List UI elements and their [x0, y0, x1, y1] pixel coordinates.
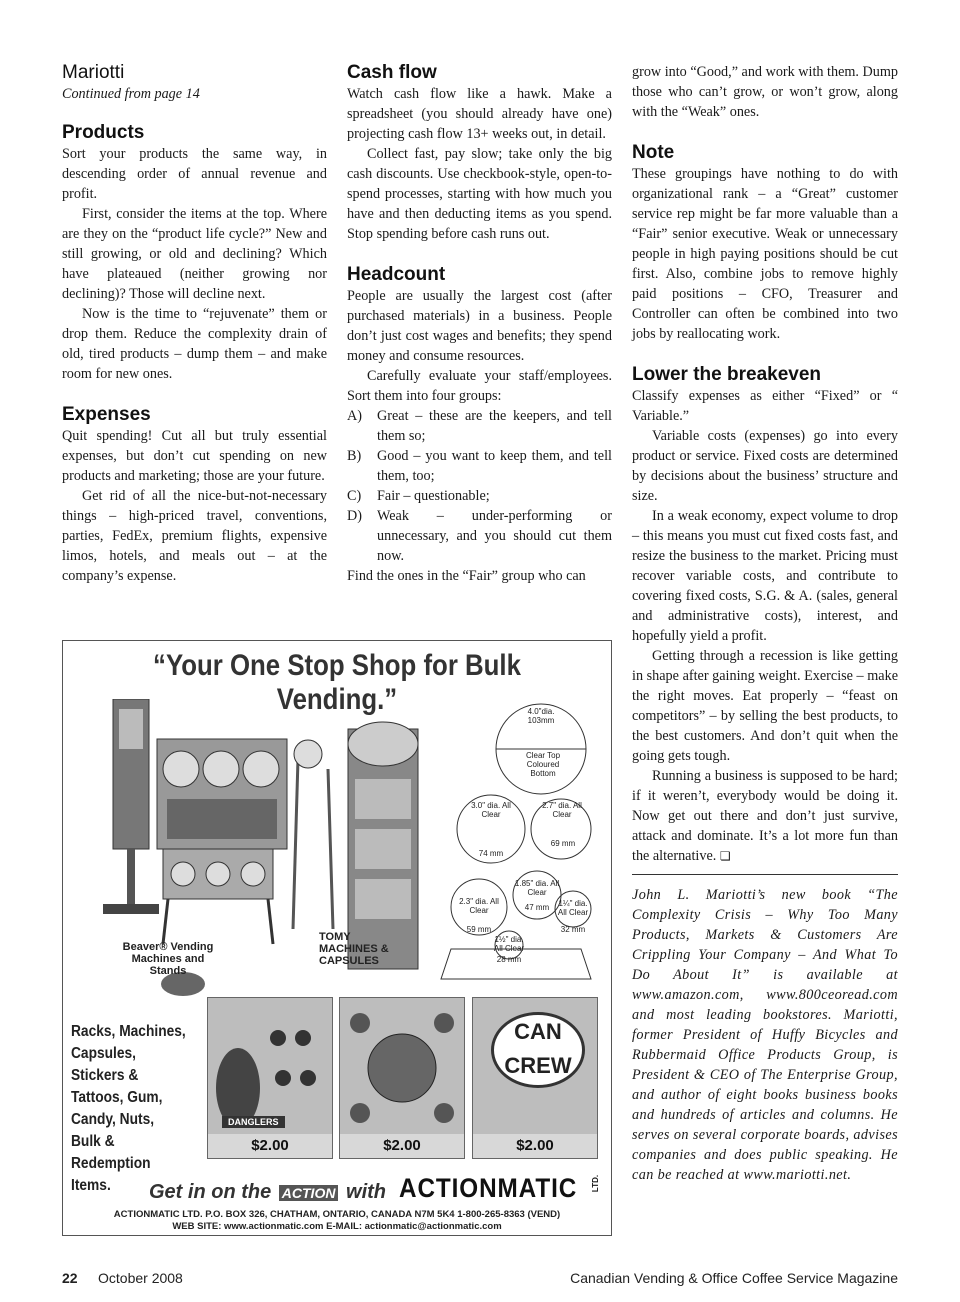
- size-label: 28 mm: [496, 955, 522, 964]
- ad-tagline: [149, 1181, 386, 1204]
- list-text: Fair – questionable;: [377, 488, 490, 504]
- page-footer: [62, 1270, 898, 1290]
- size-label: 2.7" dia. All Clear: [542, 801, 582, 819]
- list-letter: B): [347, 448, 362, 464]
- ad-product-list: Racks, Machines, Capsules, Stickers & Tattoos, Gum, Candy, Nuts, Bulk & Redemption Items.: [71, 1023, 186, 1194]
- ad-headline: “Your One Stop Shop for Bulk Vending.”: [153, 649, 521, 716]
- article-column-1: [62, 62, 327, 586]
- price-label: $2.00: [208, 1134, 332, 1158]
- logo-suffix: LTD.: [591, 1174, 601, 1193]
- list-letter: D): [347, 508, 362, 524]
- action-badge: ACTION: [279, 1185, 339, 1201]
- list-letter: A): [347, 408, 362, 424]
- list-letter: C): [347, 488, 362, 504]
- size-label: 47 mm: [524, 903, 550, 912]
- ad-web-line: WEB SITE: www.actionmatic.com E-MAIL: actionmatic@actionmatic.com: [172, 1221, 502, 1232]
- paragraph: First, consider the items at the top. Where are they on the “product life cycle?” New and still growing, or old and declining? Which have plateaued (neither growing nor declining)? Those will decline next.: [62, 206, 327, 302]
- tagline-text: Get in on the: [149, 1181, 272, 1203]
- size-label: 74 mm: [478, 849, 504, 858]
- tagline-text: with: [346, 1181, 387, 1203]
- ad-address-line: ACTIONMATIC LTD. P.O. BOX 326, CHATHAM, ONTARIO, CANADA N7M 5K4 1-800-265-8363 (VEND): [113, 1209, 561, 1220]
- list-text: Good – you want to keep them, and tell them, too;: [377, 448, 612, 484]
- price-label: $2.00: [473, 1134, 597, 1158]
- article-column-3: [632, 62, 898, 1185]
- paragraph-text: Running a business is supposed to be hard; if it weren’t, everybody would be doing it. Now get out there and don’t just survive, attack and dominate. It’s a lot more fun than the alternative.: [632, 768, 898, 864]
- paragraph: Get rid of all the nice-but-not-necessary things – high-priced travel, conventions, parties, FedEx, premium flights, expensive limos, hotels, and meals out – at the company’s expense.: [62, 488, 327, 584]
- size-label: 1.85" dia. All Clear: [514, 879, 560, 897]
- card-tag: DANGLERS: [222, 1116, 285, 1128]
- article-column-2: [347, 62, 612, 586]
- stickers-card: [339, 997, 465, 1159]
- paragraph: [632, 766, 898, 866]
- ad-footer: [63, 1165, 611, 1236]
- size-label: 69 mm: [550, 839, 576, 848]
- paragraph: Quit spending! Cut all but truly essential expenses, but don’t cut spending on new products and marketing; those are your future.: [62, 428, 327, 484]
- size-label: 2.3" dia. All Clear: [459, 897, 499, 915]
- magazine-title: Canadian Vending & Office Coffee Service Magazine: [570, 1270, 898, 1286]
- paragraph: Sort your products the same way, in descending order of annual revenue and profit.: [62, 146, 327, 202]
- size-label: 3.0" dia. All Clear: [471, 801, 511, 819]
- size-label: 32 mm: [560, 925, 586, 934]
- cashflow-heading: Cash flow: [347, 62, 437, 83]
- danglers-card: [207, 997, 333, 1159]
- note-heading: Note: [632, 142, 675, 163]
- paragraph: Collect fast, pay slow; take only the big cash discounts. Use checkbook-style, open-to-spend processes, starting with how much you have and then deducting items as you spend. Stop spending before cash runs out.: [347, 146, 612, 242]
- paragraph: People are usually the largest cost (after purchased materials) in a business. People don’t just cost wages and benefits; they spend money and consume resources.: [347, 288, 612, 364]
- products-heading: Products: [62, 122, 145, 143]
- can-crew-logo: CAN CREW: [491, 1012, 585, 1088]
- paragraph: These groupings have nothing to do with organizational rank – a “Great” customer service rep might be far more valuable than a “Fair” senior executive. Weak or unnecessary people in high paying positions should be cut first. Also, combine jobs to remove highly paid positions – CFO, Treasurer and Controller can often be combined into two jobs by reallocating work.: [632, 166, 898, 342]
- list-item: [347, 506, 612, 566]
- author-name: Mariotti: [62, 62, 125, 83]
- headcount-heading: Headcount: [347, 264, 446, 285]
- size-label: Clear Top Coloured Bottom: [525, 751, 561, 778]
- breakeven-heading: Lower the breakeven: [632, 364, 822, 385]
- beaver-label: Beaver® Vending Machines and Stands: [122, 941, 214, 977]
- list-item: [347, 446, 612, 486]
- size-label: 59 mm: [466, 925, 492, 934]
- size-label: 1¼" dia. All Clear: [557, 899, 589, 917]
- paragraph: Carefully evaluate your staff/employees. Sort them into four groups:: [347, 368, 612, 404]
- paragraph: grow into “Good,” and work with them. Dump those who can’t grow, or won’t grow, along with the “Weak” ones.: [632, 64, 898, 120]
- advertisement: [62, 640, 612, 1236]
- end-mark: ❏: [719, 849, 731, 863]
- author-bio: John L. Mariotti’s new book “The Complexity Crisis – Why Too Many Products, Markets & Customers Are Crippling Your Company – And What To Do About It” is available at www.amazon.com, www.800ceoread.com and most leading bookstores. Mariotti, former President of Huffy Bicycles and Rubbermaid Office Products Group, is President & CEO of The Enterprise Group, and author of eight books business books and hundreds of articles and columns. He serves on several corporate boards, advises companies and does public speaking. He can be reached at www.mariotti.net.: [632, 874, 898, 1185]
- list-text: Great – these are the keepers, and tell them so;: [377, 408, 612, 444]
- size-label: 1½" dia. All Clear: [493, 935, 525, 953]
- tomy-label: TOMY MACHINES & CAPSULES: [319, 931, 389, 967]
- list-item: [347, 486, 612, 506]
- continued-note: Continued from page 14: [62, 86, 200, 102]
- page-number: 22: [62, 1270, 78, 1286]
- issue-date: October 2008: [98, 1270, 183, 1286]
- paragraph: Getting through a recession is like getting in shape after gaining weight. Exercise – make the right moves. Eat properly – “feast on competitors” – by selling the best products, to the best customers. And don’t quit when the going gets tough.: [632, 648, 898, 764]
- can-crew-card: [472, 997, 598, 1159]
- paragraph: In a weak economy, expect volume to drop – this means you must cut fixed costs fast, and resize the business to the market. Pricing must recover variable costs, and contribute to covering fixed costs, S.G. & A. (sales, general and administrative costs), interest, and hopefully yield a profit.: [632, 508, 898, 644]
- expenses-heading: Expenses: [62, 404, 151, 425]
- paragraph: Find the ones in the “Fair” group who can: [347, 568, 586, 584]
- paragraph: Now is the time to “rejuvenate” them or drop them. Reduce the complexity drain of old, tired products – dump them – and make room for new ones.: [62, 306, 327, 382]
- actionmatic-logo: ACTIONMATIC: [399, 1173, 578, 1203]
- paragraph: Watch cash flow like a hawk. Make a spreadsheet (you should already have one) projecting cash flow 13+ weeks out, in detail.: [347, 86, 612, 142]
- list-text: Weak – under-performing or unnecessary, and you should cut them now.: [377, 508, 612, 564]
- size-label: 4.0"dia. 103mm: [527, 707, 555, 725]
- paragraph: Variable costs (expenses) go into every product or service. Fixed costs are determined by decisions about the business’ structure and size.: [632, 428, 898, 504]
- list-item: [347, 406, 612, 446]
- price-label: $2.00: [340, 1134, 464, 1158]
- danglers-image: [208, 998, 332, 1134]
- paragraph: Classify expenses as either “Fixed” or “ Variable.”: [632, 388, 898, 424]
- stickers-image: [340, 998, 464, 1134]
- ad-contact: [63, 1209, 611, 1233]
- employee-groups-list: [347, 406, 612, 566]
